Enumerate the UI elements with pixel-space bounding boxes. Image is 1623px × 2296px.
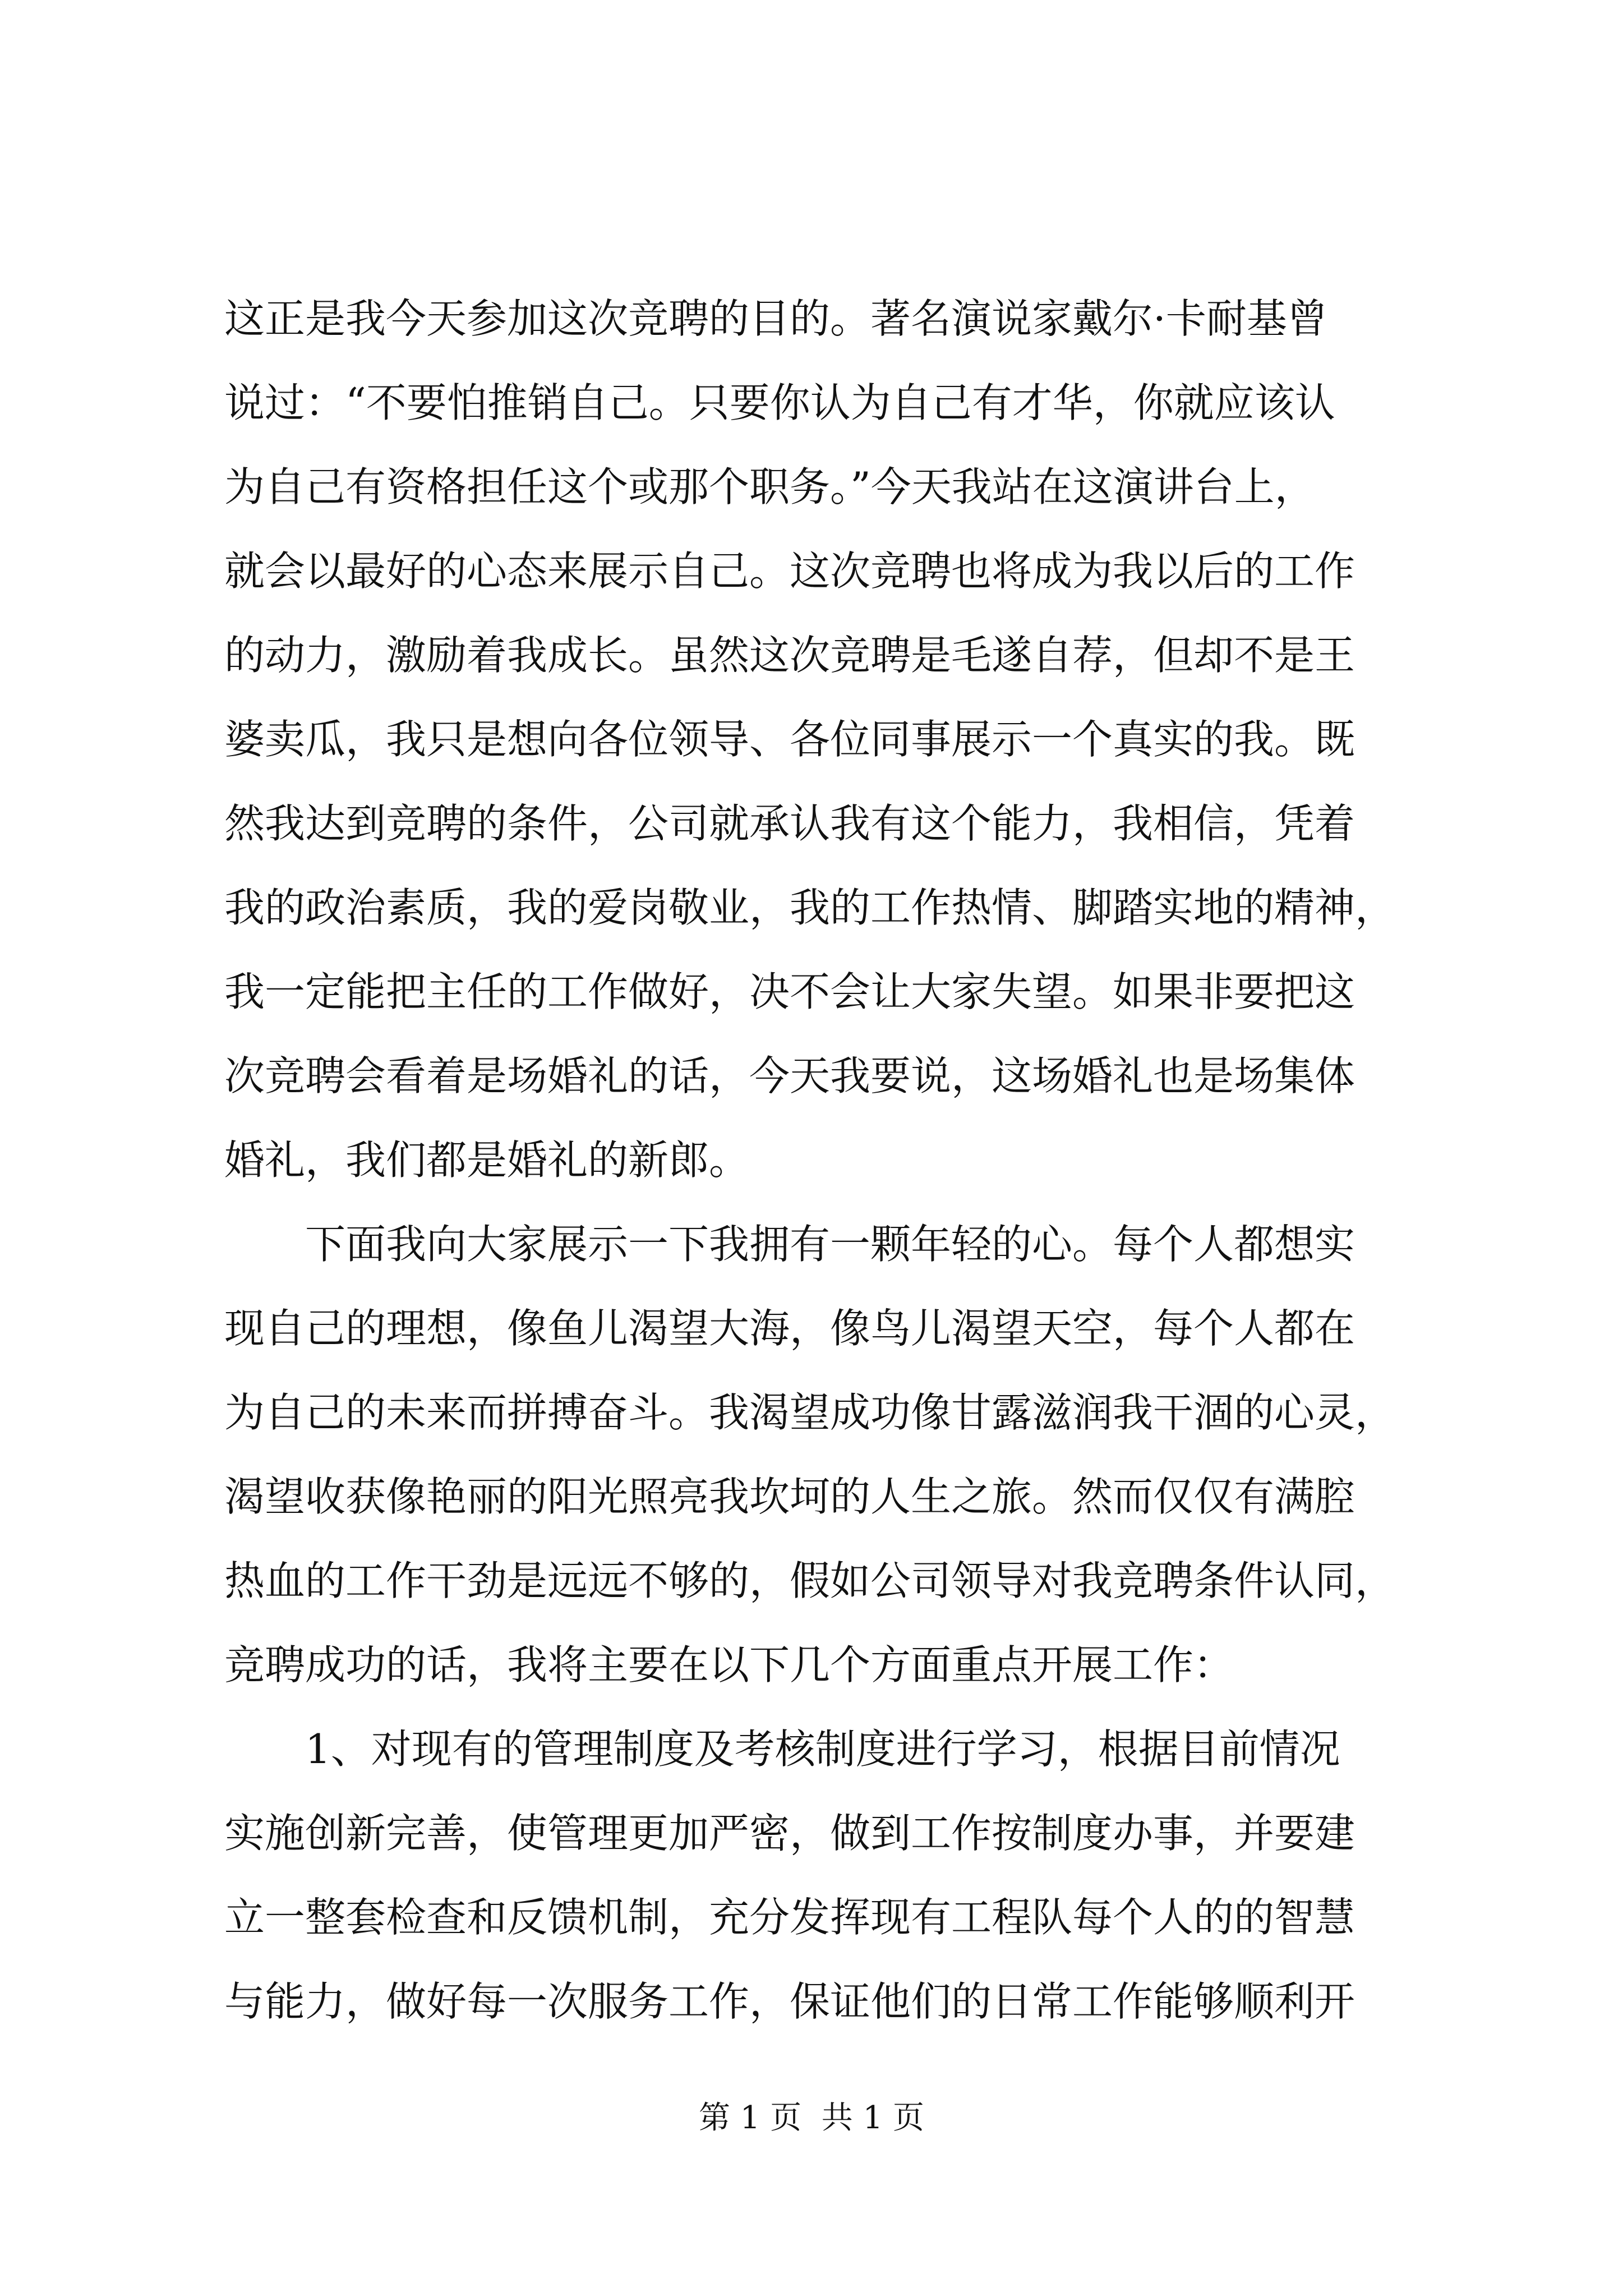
- text-line: 然我达到竞聘的条件，公司就承认我有这个能力，我相信，凭着: [224, 800, 1355, 847]
- text-line: 1、对现有的管理制度及考核制度进行学习，根据目前情况: [224, 1726, 1340, 1773]
- text-line: 为自己有资格担任这个或那个职务。”今天我站在这演讲台上，: [224, 463, 1315, 510]
- text-line: 婚礼，我们都是婚礼的新郎。: [224, 1137, 750, 1184]
- text-line: 实施创新完善，使管理更加严密，做到工作按制度办事，并要建: [224, 1810, 1355, 1857]
- text-line: 现自己的理想，像鱼儿渴望大海，像鸟儿渴望天空，每个人都在: [224, 1305, 1355, 1352]
- text-line: 这正是我今天参加这次竞聘的目的。著名演说家戴尔·卡耐基曾: [224, 295, 1327, 342]
- text-line: 次竞聘会看着是场婚礼的话，今天我要说，这场婚礼也是场集体: [224, 1052, 1355, 1099]
- text-line: 就会以最好的心态来展示自己。这次竞聘也将成为我以后的工作: [224, 547, 1355, 595]
- text-line: 热血的工作干劲是远远不够的，假如公司领导对我竞聘条件认同，: [224, 1557, 1396, 1604]
- text-line: 竞聘成功的话，我将主要在以下几个方面重点开展工作：: [224, 1641, 1234, 1688]
- text-line: 我一定能把主任的工作做好，决不会让大家失望。如果非要把这: [224, 968, 1355, 1015]
- text-line: 与能力，做好每一次服务工作，保证他们的日常工作能够顺利开: [224, 1978, 1355, 2025]
- text-line: 的动力，激励着我成长。虽然这次竞聘是毛遂自荐，但却不是王: [224, 632, 1355, 679]
- text-line: 我的政治素质，我的爱岗敬业，我的工作热情、脚踏实地的精神，: [224, 884, 1396, 931]
- text-line: 婆卖瓜，我只是想向各位领导、各位同事展示一个真实的我。既: [224, 716, 1355, 763]
- page-footer: 第 1 页 共 1 页: [698, 2100, 925, 2136]
- text-line: 说过：“不要怕推销自己。只要你认为自己有才华，你就应该认: [224, 379, 1335, 426]
- text-line: 立一整套检查和反馈机制，充分发挥现有工程队每个人的的智慧: [224, 1894, 1355, 1941]
- text-line: 为自己的未来而拼搏奋斗。我渴望成功像甘露滋润我干涸的心灵，: [224, 1389, 1396, 1436]
- text-line: 下面我向大家展示一下我拥有一颗年轻的心。每个人都想实: [224, 1221, 1355, 1268]
- text-line: 渴望收获像艳丽的阳光照亮我坎坷的人生之旅。然而仅仅有满腔: [224, 1473, 1355, 1520]
